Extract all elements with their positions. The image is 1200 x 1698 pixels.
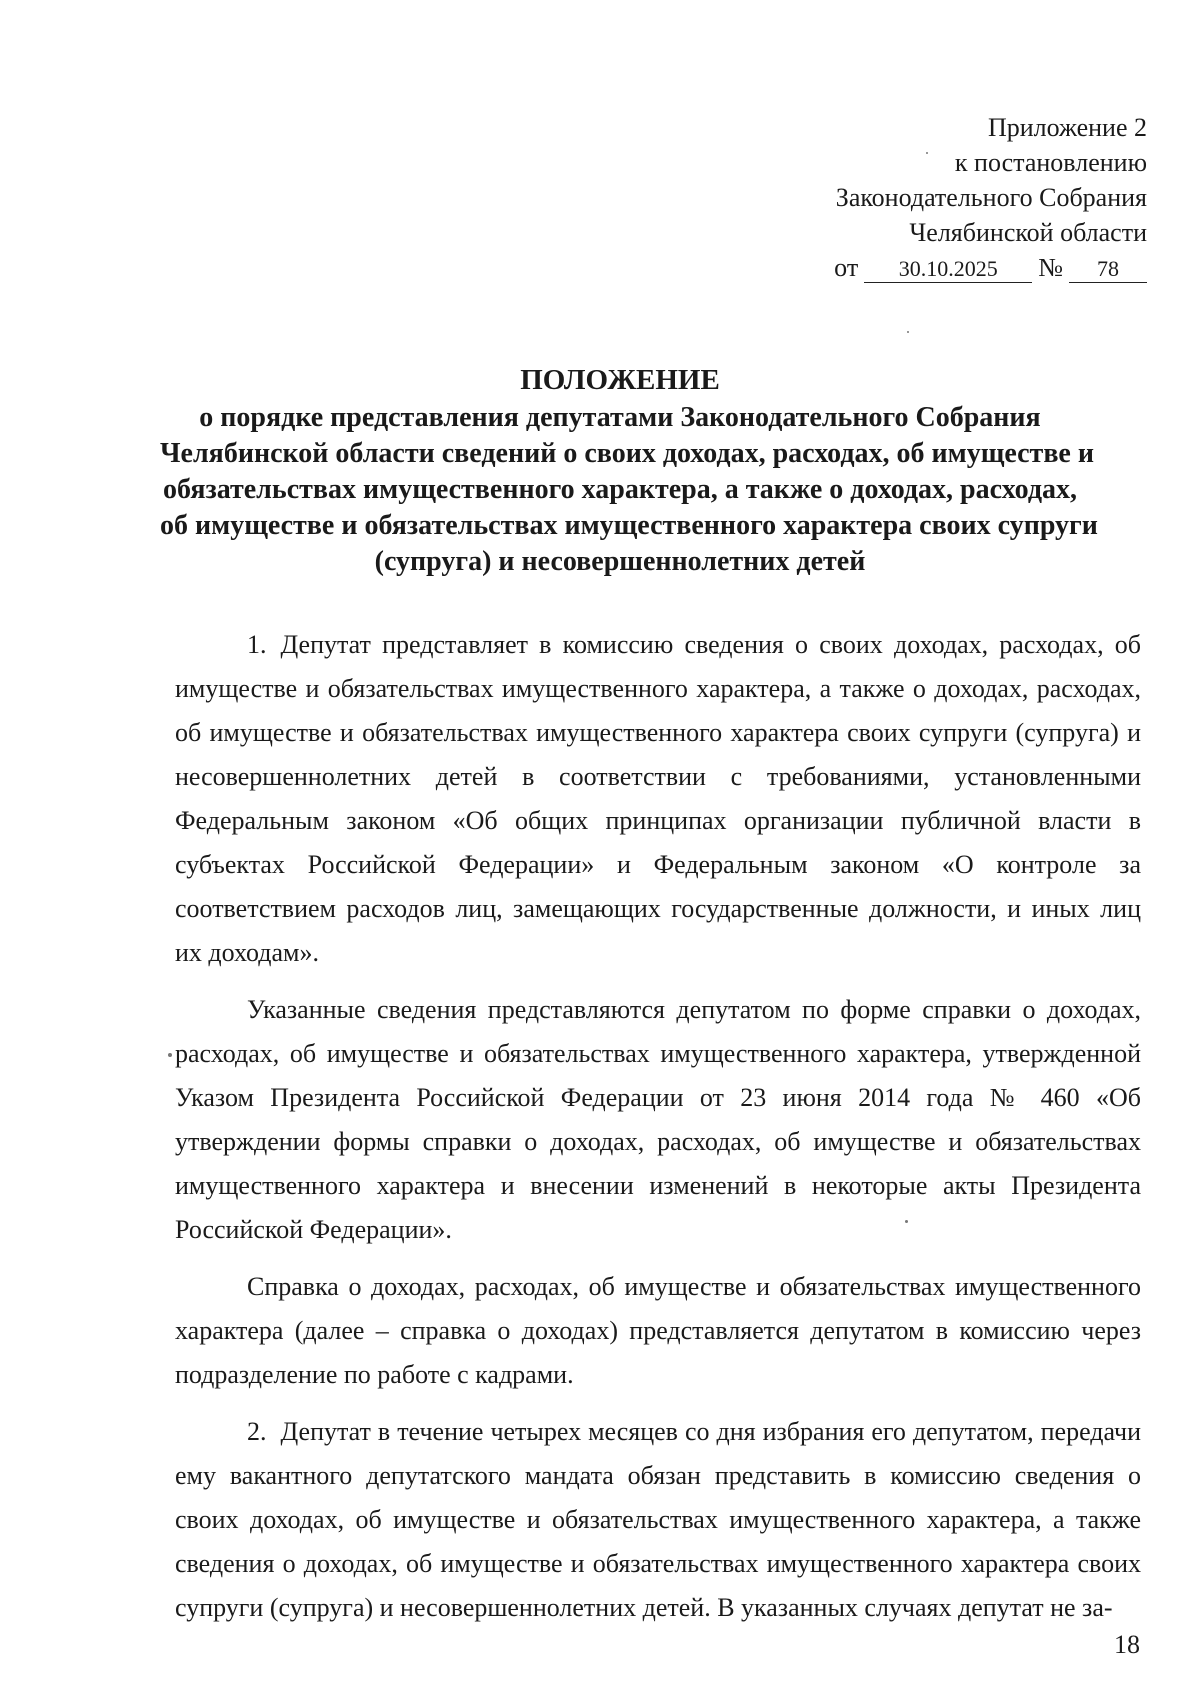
title-line-5: (супруга) и несовершеннолетних детей: [374, 546, 866, 577]
from-label: от: [834, 253, 859, 282]
paragraph-1: [175, 623, 1141, 975]
scan-speck: [905, 1220, 908, 1223]
document-body: [175, 623, 1141, 1643]
title-line-2: Челябинской области сведений о своих доходах, расходах, об имуществе и: [160, 438, 1094, 469]
document-title: [160, 360, 1098, 580]
number-sign: №: [1038, 253, 1063, 282]
paragraph-number: 1.: [247, 630, 267, 659]
scan-speck: [926, 152, 928, 154]
appendix-date-line: [834, 250, 1147, 285]
scan-speck: [168, 1053, 172, 1057]
appendix-line-4: Челябинской области: [909, 218, 1147, 247]
appendix-line-3: Законодательного Собрания: [835, 183, 1147, 212]
scan-speck: [907, 331, 909, 333]
paragraph-2: [175, 988, 1141, 1252]
paragraph-4: [175, 1410, 1141, 1630]
title-line-1: о порядке представления депутатами Законодательного Собрания: [199, 402, 1041, 433]
page-number: 18: [1114, 1630, 1140, 1659]
appendix-line-1: Приложение 2: [987, 113, 1147, 142]
title-line-4: об имуществе и обязательствах имущественного характера своих супруги: [160, 510, 1098, 541]
paragraph-3: [175, 1265, 1141, 1397]
title-line-3: обязательствах имущественного характера, а также о доходах, расходах,: [163, 474, 1077, 505]
appendix-block: [834, 110, 1147, 285]
resolution-number: 78: [1069, 256, 1147, 283]
paragraph-text: Справка о доходах, расходах, об имуществе и обязательствах имущественного характера (далее – справка о доходах) представляется депутатом в комиссию через подразделение по работе с кадрами.: [175, 1272, 1141, 1389]
paragraph-text: Депутат представляет в комиссию сведения о своих доходах, расходах, об имуществе и обязательствах имущественного характера, а также о доходах, расходах, об имуществе и обязательствах имущественного характера своих супруги (супруга) и несовершеннолетних детей в соответствии с требованиями, установленными Федеральным законом «Об общих принципах организации публичной власти в субъектах Российской Федерации» и Федеральным законом «О контроле за соответствием расходов лиц, замещающих государственные должности, и иных лиц их доходам».: [175, 630, 1141, 967]
appendix-line-2: к постановлению: [954, 148, 1147, 177]
title-heading: ПОЛОЖЕНИЕ: [520, 364, 720, 396]
paragraph-number: 2.: [247, 1417, 267, 1446]
resolution-date: 30.10.2025: [864, 256, 1032, 283]
paragraph-text: Депутат в течение четырех месяцев со дня избрания его депутатом, передачи ему вакантного депутатского мандата обязан представить в комиссию сведения о своих доходах, об имуществе и обязательствах имущественного характера, а также сведения о доходах, об имуществе и обязательствах имущественного характера своих супруги (супруга) и несовершеннолетних детей. В указанных случаях депутат не за-: [175, 1417, 1141, 1622]
paragraph-text: Указанные сведения представляются депутатом по форме справки о доходах, расходах, об имуществе и обязательствах имущественного характера, утвержденной Указом Президента Российской Федерации от 23 июня 2014 года № 460 «Об утверждении формы справки о доходах, расходах, об имуществе и обязательствах имущественного характера и внесении изменений в некоторые акты Президента Российской Федерации».: [175, 995, 1141, 1244]
